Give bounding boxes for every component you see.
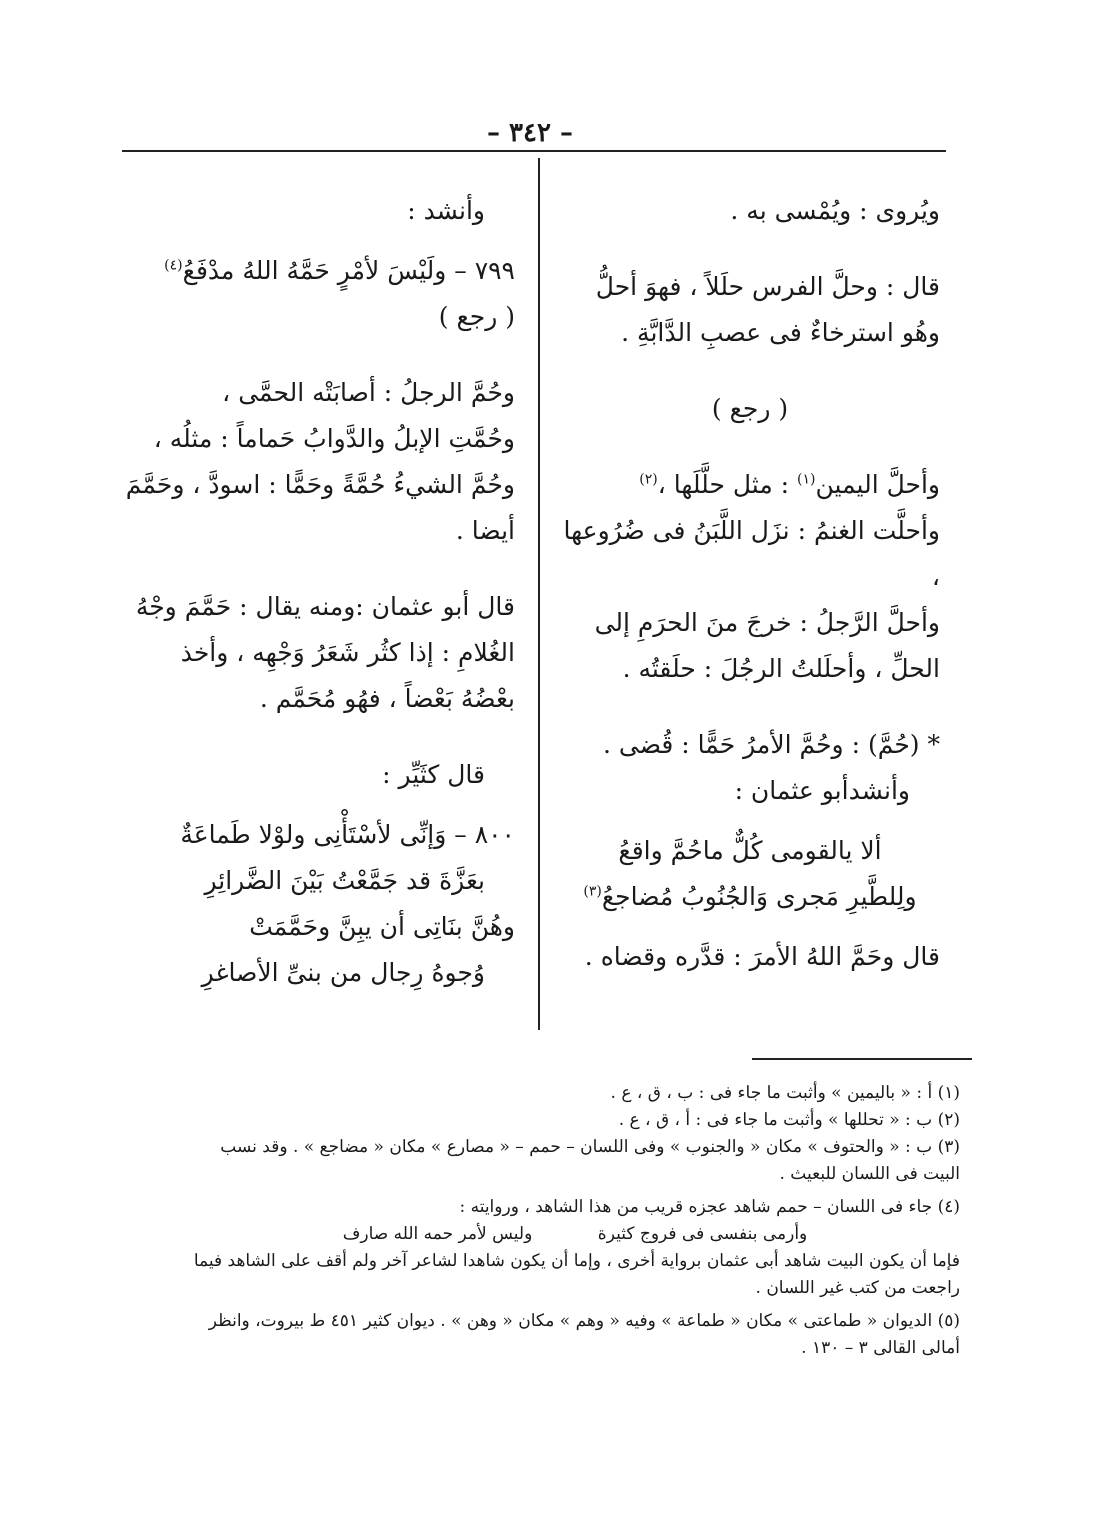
footnote-marker: (٣) [583, 883, 602, 900]
text-line [125, 294, 515, 340]
footnote-line: (٢) ب : « تحللها » وأثبت ما جاء فى : أ ، ق ، ع . [618, 1110, 960, 1130]
spacer [125, 722, 515, 752]
line-text: قال وحَمَّ اللهُ الأمرَ : قدَّره وقضاه . [584, 942, 940, 971]
text-line [560, 934, 940, 980]
header-rule [122, 150, 946, 152]
line-text: وحُمَّ الشيءُ حُمَّةً وحَمًّا : اسودَّ ، وحَمَّمَ [125, 470, 515, 499]
text-line [125, 508, 515, 554]
spacer [560, 432, 940, 462]
text-line [125, 416, 515, 462]
line-text: وهُو استرخاءٌ فى عصبِ الدَّابَّةِ . [621, 318, 940, 347]
line-text: الحلِّ ، وأحلَلتُ الرجُلَ : حلَقتُه . [622, 654, 940, 683]
text-line [560, 310, 940, 356]
text-line [125, 584, 515, 630]
verse-hemistich: وليس لأمر حمه الله صارف [342, 1224, 533, 1244]
line-text: : مثل حلَّلَها ، [657, 470, 798, 499]
line-text: ويُروى : ويُمْسى به . [730, 196, 940, 225]
spacer [125, 798, 515, 812]
footnote-line: (٤) جاء فى اللسان – حمم شاهد عجزه قريب من هذا الشاهد ، وروايته : [459, 1197, 960, 1217]
line-text: قال كثَيِّر : [382, 760, 485, 789]
line-text: ( رجع ) [711, 394, 789, 423]
line-text: قال : وحلَّ الفرس حلَلاً ، فهوَ أحلُّ [595, 272, 940, 301]
text-line [560, 264, 940, 310]
text-line [125, 858, 515, 904]
line-text: وأنشدأبو عثمان : [734, 776, 910, 805]
footnote-line: البيت فى اللسان للبعيث . [779, 1164, 960, 1184]
footnote-marker: (١) [797, 471, 816, 488]
footnote-line: (٥) الديوان « طماعتى » مكان « طماعة » وفيه « وهم » مكان « وهن » . ديوان كثير ٤٥١ ط بيروت، وانظر [208, 1311, 960, 1331]
text-line [560, 646, 940, 692]
right-column [560, 188, 940, 980]
text-line [125, 462, 515, 508]
text-line [125, 812, 515, 858]
spacer [125, 234, 515, 248]
spacer [560, 234, 940, 264]
text-line [560, 874, 940, 920]
line-text: وأنشد : [407, 196, 485, 225]
line-text: وأحلَّت الغنمُ : نزَل اللَّبَنُ فى ضُرُوعها ، [563, 516, 940, 591]
text-line [560, 828, 940, 874]
line-text: وُجوهُ رِجال من بنىِّ الأصاغرِ [201, 958, 485, 987]
text-line [560, 722, 940, 768]
line-text: الغُلامِ : إذا كثُر شَعَرُ وَجْهِه ، وأخذ [180, 638, 515, 667]
text-line [125, 630, 515, 676]
spacer [560, 814, 940, 828]
text-line [560, 188, 940, 234]
spacer [560, 356, 940, 386]
line-text: ٨٠٠ – وَإنِّى لأسْتَأْنِى ولوْلا طَماعَةٌ [180, 820, 515, 849]
line-text: وأحلَّ اليمين [815, 470, 940, 499]
spacer [560, 920, 940, 934]
footnote-verse [130, 1221, 960, 1248]
text-line [125, 904, 515, 950]
spacer [560, 692, 940, 722]
footnote-line: أمالى القالى ٣ – ١٣٠ . [801, 1338, 960, 1358]
column-divider [538, 158, 540, 1030]
footnote-marker: (٤) [164, 257, 183, 274]
text-line [560, 508, 940, 600]
footnote-marker: (٢) [639, 471, 658, 488]
spacer [125, 340, 515, 370]
line-text: وحُمَّتِ الإبلُ والدَّوابُ حَماماً : مثلُه ، [153, 424, 515, 453]
footnotes [130, 1080, 960, 1362]
line-text: أيضا . [455, 516, 515, 545]
text-line [125, 370, 515, 416]
footnote-rule [752, 1058, 972, 1060]
text-line [125, 752, 515, 798]
line-text: قال أبو عثمان :ومنه يقال : حَمَّمَ وجْهُ [135, 592, 515, 621]
text-line [560, 768, 940, 814]
line-text: ٧٩٩ – ولَيْسَ لأمْرٍ حَمَّهُ اللهُ مدْفَعُ [182, 256, 515, 285]
text-line [560, 462, 940, 508]
line-text: بعْضُهُ بَعْضاً ، فهُو مُحَمَّم . [259, 684, 515, 713]
footnote-line: (١) أ : « باليمين » وأثبت ما جاء فى : ب ، ق ، ع . [610, 1083, 960, 1103]
line-text: وأحلَّ الرَّجلُ : خرجَ منَ الحرَمِ إلى [594, 608, 940, 637]
line-text: وحُمَّ الرجلُ : أصابَتْه الحمَّى ، [222, 378, 515, 407]
text-line [125, 676, 515, 722]
text-line [125, 950, 515, 996]
page-number: – ٣٤٢ – [486, 118, 574, 148]
footnote-line: راجعت من كتب غير اللسان . [755, 1278, 960, 1298]
line-text: ولِلطَّيرِ مَجرى وَالجُنُوبُ مُضاجعُ [601, 882, 917, 911]
spacer [125, 554, 515, 584]
line-text: بعَزَّةَ قد جَمَّعْتُ بَيْنَ الضَّرائِرِ [204, 866, 485, 895]
text-line [125, 188, 515, 234]
verse-hemistich: وأرمى بنفسى فى فروج كثيرة [597, 1224, 808, 1244]
footnote-line: فإما أن يكون البيت شاهد أبى عثمان برواية أخرى ، وإما أن يكون شاهدا لشاعر آخر ولم أقف على الشاهد فيما [193, 1251, 960, 1271]
line-text: وهُنَّ بنَاتِى أن يبِنَّ وحَمَّمَتْ [249, 912, 515, 941]
left-column [125, 188, 515, 996]
text-line [125, 248, 515, 294]
footnote-line: (٣) ب : « والحتوف » مكان « والجنوب » وفى اللسان – حمم – « مصارع » مكان « مضاجع » . وقد نسب [220, 1137, 960, 1157]
line-text: ( رجع ) [438, 302, 515, 331]
line-text: ألا يالقومى كُلٌّ ماحُمَّ واقعُ [618, 836, 882, 865]
text-line [560, 600, 940, 646]
line-text: * (حُمَّ) : وحُمَّ الأمرُ حَمًّا : قُضى . [602, 730, 940, 759]
text-line [560, 386, 940, 432]
